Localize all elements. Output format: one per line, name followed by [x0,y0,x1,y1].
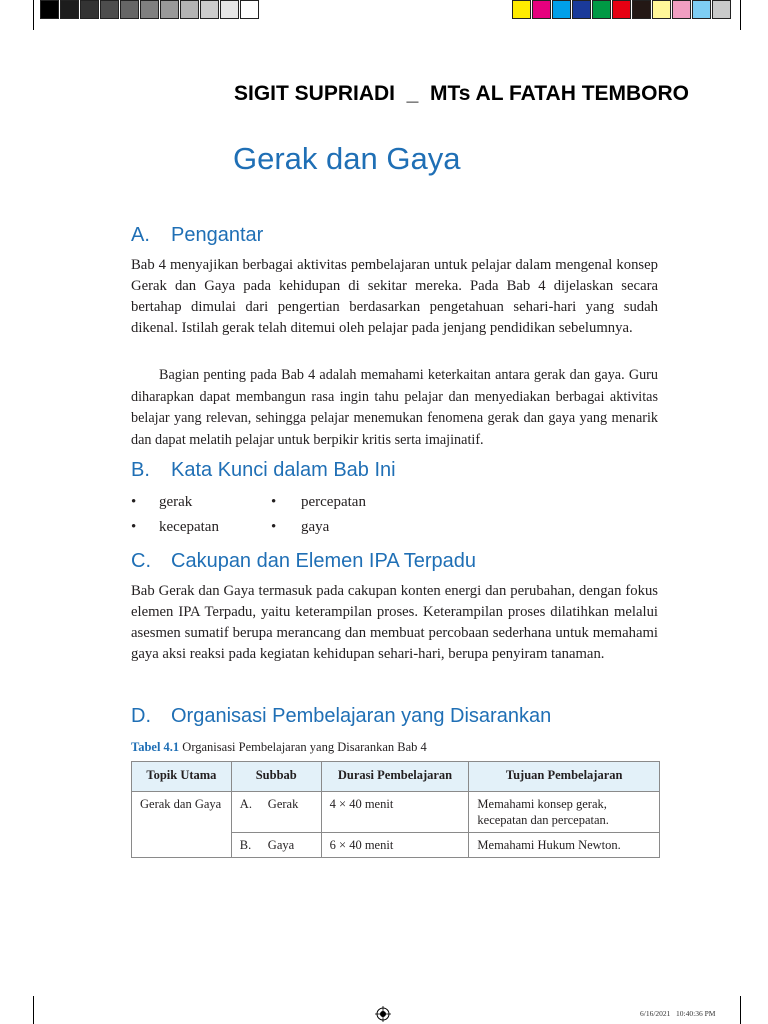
section-d-letter: D. [131,705,151,727]
color-swatch [632,0,651,19]
crop-mark-top-right [740,0,741,30]
bullet: • [131,494,137,510]
section-a-heading [131,224,263,247]
color-swatch [652,0,671,19]
page-header: SIGIT SUPRIADI _ MTs AL FATAH TEMBORO [234,82,690,105]
section-c-title: Cakupan dan Elemen IPA Terpadu [171,550,477,572]
section-b-heading [131,459,396,482]
keyword-item: percepatan [301,494,366,510]
gray-swatch [160,0,179,19]
duration-cell: 4 × 40 menit [321,792,469,833]
section-d-title: Organisasi Pembelajaran yang Disarankan [171,705,552,727]
gray-swatch [60,0,79,19]
table-caption [131,740,427,755]
subchapter-name: Gerak [267,797,299,811]
section-c-letter: C. [131,550,151,572]
color-swatch [512,0,531,19]
section-d-heading [131,705,551,728]
table-header-cell: Topik Utama [132,762,232,792]
registration-mark-icon [375,1006,391,1022]
section-a-paragraph-2: Bagian penting pada Bab 4 adalah memahami keterkaitan antara gerak dan gaya. Guru diharapkan dapat membangun rasa ingin tahu pelajar dan menyediakan berbagai aktivitas belajar yang relevan, sehingga pelajar menemukan fenomena gerak dan gaya yang menarik dan dapat melatih pelajar untuk berpikir kritis serta imajinatif. [131,367,658,448]
subchapter-cell [231,833,321,858]
section-b-letter: B. [131,459,150,481]
color-swatch [552,0,571,19]
bullet: • [271,519,277,535]
gray-swatch [80,0,99,19]
keyword-item: gaya [301,519,330,535]
keyword-item: gerak [159,494,193,510]
color-swatch [592,0,611,19]
color-swatch [532,0,551,19]
process-color-bar [512,0,732,19]
color-swatch [712,0,731,19]
topic-cell: Gerak dan Gaya [132,792,232,858]
subchapter-cell [231,792,321,833]
subchapter-letter: B. [239,838,252,852]
chapter-title: Gerak dan Gaya [233,141,461,176]
color-swatch [612,0,631,19]
table-header-row [132,762,660,792]
table-caption-text: Organisasi Pembelajaran yang Disarankan Bab 4 [179,740,427,754]
duration-cell: 6 × 40 menit [321,833,469,858]
color-swatch [692,0,711,19]
crop-mark-bottom-right [740,996,741,1024]
table-header-cell: Durasi Pembelajaran [321,762,469,792]
gray-swatch [100,0,119,19]
keyword-item: kecepatan [159,519,219,535]
subchapter-letter: A. [239,797,252,811]
section-c-paragraph: Bab Gerak dan Gaya termasuk pada cakupan konten energi dan perubahan, dengan fokus elemen IPA Terpadu, yaitu keterampilan proses. Keterampilan proses dilatihkan melalui asesmen sumatif berupa merancang dan membuat percobaan sederhana untuk memahami gaya aksi reaksi pada kegiatan kehidupan sehari-hari, berupa penyiram tanaman. [131,583,658,662]
section-a-letter: A. [131,224,150,246]
section-c-heading [131,550,476,573]
color-swatch [672,0,691,19]
subchapter-name: Gaya [267,838,295,852]
bullet: • [271,494,277,510]
table-row [132,792,660,833]
table-header-cell: Tujuan Pembelajaran [469,762,660,792]
gray-swatch [220,0,239,19]
print-time: 10:40:36 PM [676,1009,716,1018]
table-caption-label: Tabel 4.1 [131,740,180,754]
print-date: 6/16/2021 [640,1009,671,1018]
gray-swatch [200,0,219,19]
crop-mark-top-left [33,0,34,30]
crop-mark-bottom-left [33,996,34,1024]
bullet: • [131,519,137,535]
gray-swatch [140,0,159,19]
gray-swatch [180,0,199,19]
print-timestamp [640,1009,715,1018]
section-b-title: Kata Kunci dalam Bab Ini [171,459,396,481]
keyword-list [131,490,531,542]
grayscale-color-bar [40,0,260,19]
learning-organization-table [131,761,660,858]
table-header-cell: Subbab [231,762,321,792]
gray-swatch [120,0,139,19]
color-swatch [572,0,591,19]
section-a-title: Pengantar [171,224,264,246]
goal-cell: Memahami Hukum Newton. [469,833,660,858]
goal-cell: Memahami konsep gerak, kecepatan dan percepatan. [469,792,660,833]
section-a-paragraph-1: Bab 4 menyajikan berbagai aktivitas pembelajaran untuk pelajar dalam mengenal konsep Gerak dan Gaya pada kehidupan di sekitar mereka. Pada Bab 4 dijelaskan secara bertahap dimulai dari pengertian berdasarkan pengetahuan sehari-hari yang sudah dikenal. Istilah gerak telah ditemui oleh pelajar pada jenjang pendidikan sebelumnya. [131,257,658,336]
gray-swatch [40,0,59,19]
gray-swatch [240,0,259,19]
